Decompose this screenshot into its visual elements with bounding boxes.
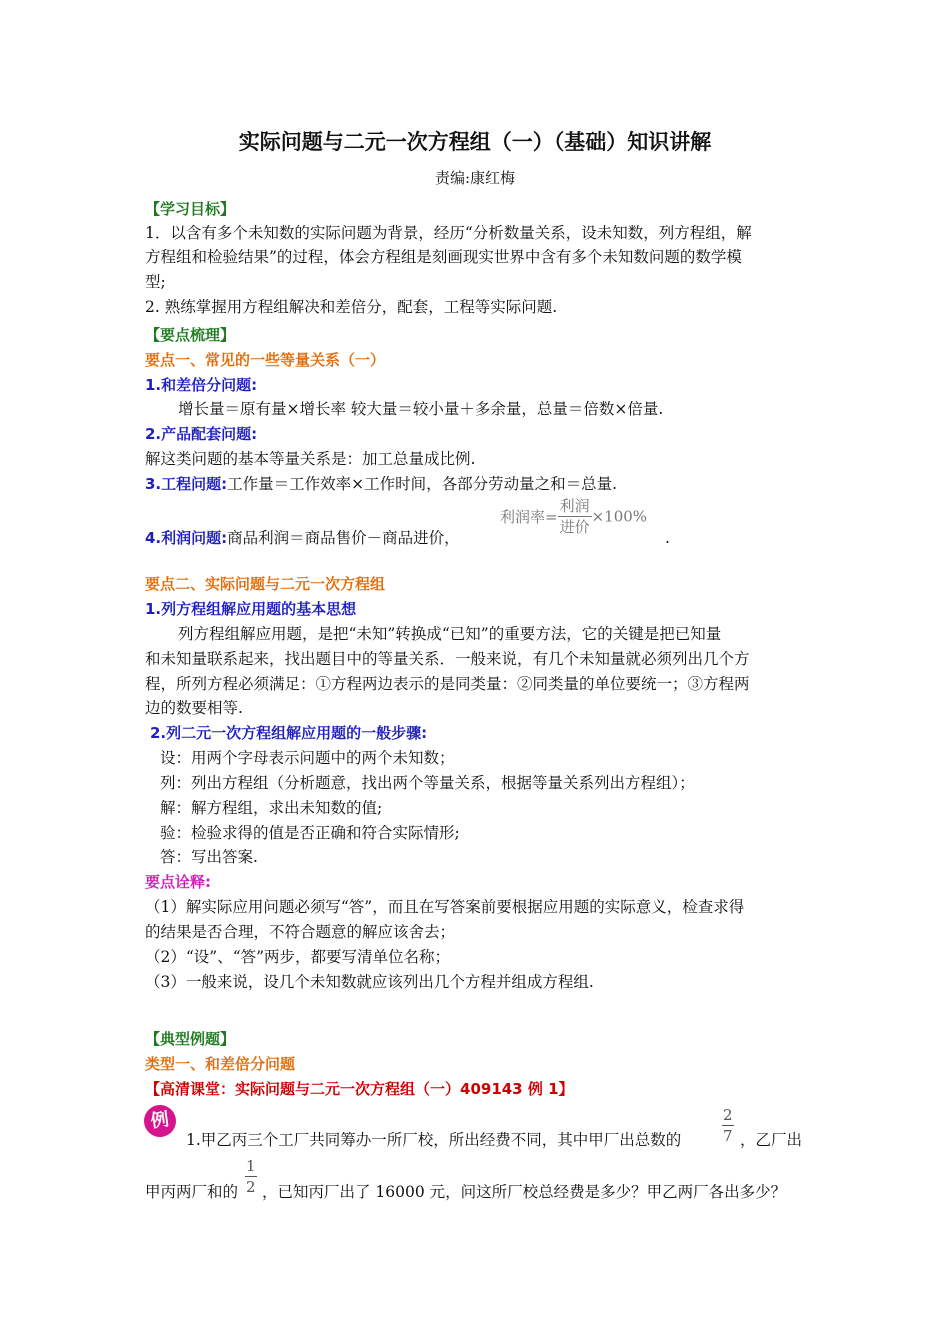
fraction-numerator: 2 — [723, 1106, 733, 1124]
note-text: （1）解实际应用问题必须写“答”，而且在写答案前要根据应用题的实际意义，检查求得 — [145, 898, 745, 916]
note-text: （3）一般来说，设几个未知数就应该列出几个方程并组成方程组. — [145, 973, 594, 991]
section-heading-keypoints: 【要点梳理】 — [145, 326, 236, 344]
subheading: 2.列二元一次方程组解应用题的一般步骤: — [150, 724, 428, 742]
note-text: 的结果是否合理，不符合题意的解应该舍去； — [145, 923, 456, 941]
body-text: 和未知量联系起来，找出题目中的等量关系．一般来说，有几个未知量就必须列出几个方 — [145, 650, 750, 668]
question-text: 1.甲乙丙三个工厂共同筹办一所厂校，所出经费不同，其中甲厂出总数的 — [186, 1131, 682, 1149]
fraction-numerator: 1 — [246, 1157, 256, 1175]
lesson-reference: 【高清课堂：实际问题与二元一次方程组（一）409143 例 1】 — [145, 1080, 574, 1098]
fraction-denominator: 7 — [723, 1127, 733, 1145]
subheading: 1.列方程组解应用题的基本思想 — [145, 600, 357, 618]
note-text: （2）“设”、“答”两步，都要写清单位名称； — [145, 948, 451, 966]
profit-rate-formula — [500, 496, 647, 537]
step-item: 列：列出方程组（分析题意，找出两个等量关系，根据等量关系列出方程组）； — [160, 774, 695, 792]
goals-text-line: 1．以含有多个未知数的实际问题为背景，经历“分析数量关系，设未知数，列方程组，解 — [145, 224, 752, 242]
formula-fraction — [558, 496, 592, 537]
body-text: 程，所列方程必须满足：①方程两边表示的是同类量：②同类量的单位要统一；③方程两 — [145, 675, 750, 693]
subheading: 2.产品配套问题: — [145, 425, 258, 443]
question-text: 甲丙两厂和的 — [145, 1183, 239, 1201]
page-title: 实际问题与二元一次方程组（一）（基础）知识讲解 — [238, 130, 712, 154]
engineering-line — [145, 472, 617, 496]
fraction-denominator: 进价 — [559, 518, 590, 536]
section-heading-examples: 【典型例题】 — [145, 1030, 236, 1048]
step-item: 验：检验求得的值是否正确和符合实际情形; — [160, 824, 460, 842]
subheading: 3.工程问题: — [145, 475, 228, 493]
body-text: 列方程组解应用题，是把“未知”转换成“已知”的重要方法，它的关键是把已知量 — [178, 625, 722, 643]
step-item: 设：用两个字母表示问题中的两个未知数； — [160, 749, 455, 767]
fraction-two-sevenths — [722, 1105, 734, 1146]
body-text: 工作量＝工作效率×工作时间，各部分劳动量之和＝总量. — [227, 475, 618, 493]
step-item: 解：解方程组，求出未知数的值; — [160, 799, 383, 817]
profit-line — [145, 526, 460, 550]
question-line — [186, 1128, 681, 1152]
section-heading-goals: 【学习目标】 — [145, 200, 236, 218]
step-item: 答：写出答案. — [160, 848, 258, 866]
type-heading: 类型一、和差倍分问题 — [145, 1055, 296, 1073]
author-line: 责编:康红梅 — [434, 169, 516, 187]
subheading: 4.利润问题: — [145, 529, 228, 547]
body-text: 商品利润＝商品售价－商品进价， — [227, 529, 460, 547]
formula-right: ×100% — [591, 507, 648, 526]
fraction-denominator: 2 — [246, 1178, 256, 1196]
point-heading: 要点二、实际问题与二元一次方程组 — [145, 575, 386, 593]
question-text: ，乙厂出 — [740, 1131, 803, 1149]
body-text: 解这类问题的基本等量关系是：加工总量成比例. — [145, 450, 476, 468]
fraction-numerator: 利润 — [559, 497, 590, 515]
body-text: 增长量＝原有量×增长率 较大量＝较小量＋多余量，总量＝倍数×倍量. — [178, 400, 664, 418]
body-text: 边的数要相等. — [145, 699, 243, 717]
goals-text-line: 型; — [145, 273, 166, 291]
example-badge-icon: 例 — [142, 1103, 178, 1139]
point-heading: 要点一、常见的一些等量关系（一） — [145, 351, 386, 369]
question-text: ，已知丙厂出了 16000 元，问这所厂校总经费是多少？甲乙两厂各出多少？ — [262, 1183, 787, 1201]
subheading: 1.和差倍分问题: — [145, 376, 258, 394]
formula-left: 利润率= — [500, 508, 558, 526]
note-heading: 要点诠释: — [145, 873, 211, 891]
goals-text-line: 2. 熟练掌握用方程组解决和差倍分，配套，工程等实际问题. — [145, 298, 558, 316]
sentence-end: . — [665, 529, 670, 547]
goals-text-line: 方程组和检验结果”的过程，体会方程组是刻画现实世界中含有多个未知数问题的数学模 — [145, 248, 742, 266]
fraction-one-half — [245, 1156, 257, 1197]
